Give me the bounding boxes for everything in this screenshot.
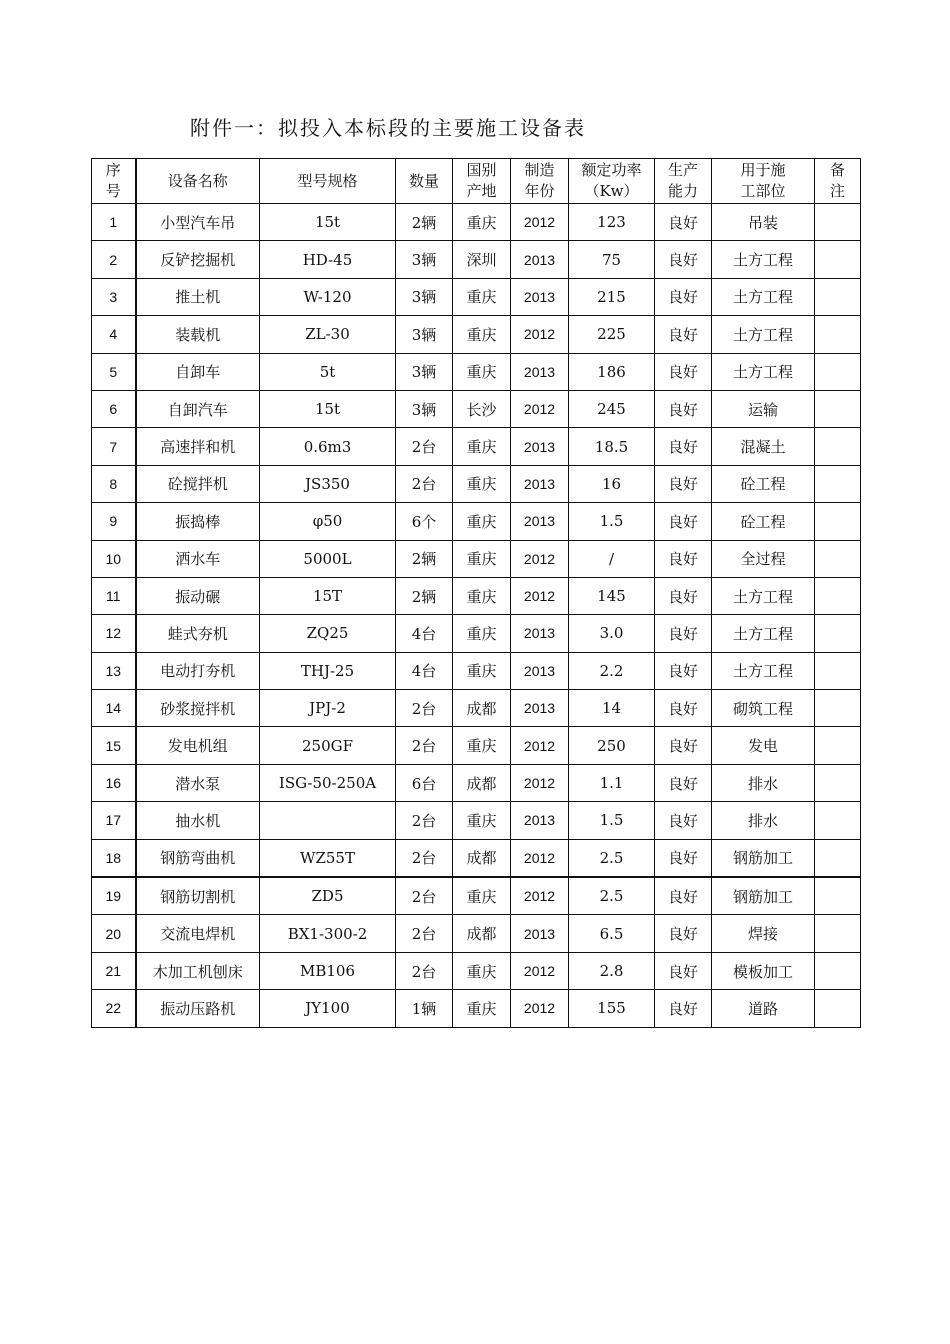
equipment-table bbox=[91, 158, 861, 1028]
header-line: 国别 bbox=[466, 161, 497, 179]
cell-manufacture-year: 2013 bbox=[511, 690, 569, 727]
cell-quantity: 3辆 bbox=[396, 241, 453, 278]
cell-serial-no: 4 bbox=[92, 316, 136, 353]
cell-origin: 成都 bbox=[453, 915, 511, 952]
table-row bbox=[92, 428, 861, 465]
cell-remarks bbox=[815, 278, 861, 315]
cell-origin: 重庆 bbox=[453, 428, 511, 465]
cell-manufacture-year: 2013 bbox=[511, 465, 569, 502]
header-line: 注 bbox=[829, 182, 845, 200]
cell-quantity: 6台 bbox=[396, 764, 453, 801]
cell-usage-location: 土方工程 bbox=[712, 615, 815, 652]
cell-model-spec: HD-45 bbox=[260, 241, 396, 278]
cell-quantity: 3辆 bbox=[396, 390, 453, 427]
cell-rated-power: 186 bbox=[569, 353, 655, 390]
header-origin bbox=[453, 159, 511, 204]
cell-usage-location: 排水 bbox=[712, 764, 815, 801]
cell-serial-no: 6 bbox=[92, 390, 136, 427]
cell-origin: 深圳 bbox=[453, 241, 511, 278]
header-line: 生产 bbox=[667, 161, 698, 179]
cell-origin: 重庆 bbox=[453, 952, 511, 989]
cell-serial-no: 19 bbox=[92, 877, 136, 915]
cell-usage-location: 混凝土 bbox=[712, 428, 815, 465]
cell-remarks bbox=[815, 990, 861, 1027]
cell-model-spec: ISG-50-250A bbox=[260, 764, 396, 801]
header-line: （Kw） bbox=[584, 182, 639, 200]
cell-usage-location: 钢筋加工 bbox=[712, 877, 815, 915]
cell-production-capacity: 良好 bbox=[655, 353, 712, 390]
cell-serial-no: 17 bbox=[92, 802, 136, 839]
cell-rated-power: 1.5 bbox=[569, 503, 655, 540]
cell-model-spec: 250GF bbox=[260, 727, 396, 764]
cell-origin: 重庆 bbox=[453, 802, 511, 839]
cell-usage-location: 土方工程 bbox=[712, 652, 815, 689]
cell-origin: 重庆 bbox=[453, 652, 511, 689]
cell-production-capacity: 良好 bbox=[655, 915, 712, 952]
header-line: 设备名称 bbox=[167, 171, 228, 190]
cell-quantity: 2台 bbox=[396, 690, 453, 727]
cell-model-spec: 15t bbox=[260, 390, 396, 427]
cell-quantity: 6个 bbox=[396, 503, 453, 540]
cell-rated-power: 75 bbox=[569, 241, 655, 278]
cell-serial-no: 16 bbox=[92, 764, 136, 801]
cell-remarks bbox=[815, 802, 861, 839]
cell-quantity: 1辆 bbox=[396, 990, 453, 1027]
table-row bbox=[92, 990, 861, 1027]
table-row bbox=[92, 503, 861, 540]
cell-manufacture-year: 2012 bbox=[511, 390, 569, 427]
cell-remarks bbox=[815, 652, 861, 689]
cell-equipment-name: 装载机 bbox=[136, 316, 260, 353]
cell-production-capacity: 良好 bbox=[655, 802, 712, 839]
cell-equipment-name: 潜水泵 bbox=[136, 764, 260, 801]
cell-equipment-name: 抽水机 bbox=[136, 802, 260, 839]
cell-usage-location: 发电 bbox=[712, 727, 815, 764]
table-row bbox=[92, 839, 861, 877]
cell-manufacture-year: 2013 bbox=[511, 278, 569, 315]
header-line: 工部位 bbox=[740, 182, 786, 200]
cell-origin: 长沙 bbox=[453, 390, 511, 427]
cell-serial-no: 22 bbox=[92, 990, 136, 1027]
cell-model-spec: 0.6m3 bbox=[260, 428, 396, 465]
cell-manufacture-year: 2012 bbox=[511, 727, 569, 764]
header-line: 年份 bbox=[524, 182, 555, 200]
cell-usage-location: 模板加工 bbox=[712, 952, 815, 989]
cell-quantity: 2台 bbox=[396, 802, 453, 839]
cell-model-spec: ZQ25 bbox=[260, 615, 396, 652]
header-quantity bbox=[396, 159, 453, 204]
cell-production-capacity: 良好 bbox=[655, 540, 712, 577]
cell-remarks bbox=[815, 915, 861, 952]
cell-remarks bbox=[815, 428, 861, 465]
cell-equipment-name: 反铲挖掘机 bbox=[136, 241, 260, 278]
header-rated-power bbox=[569, 159, 655, 204]
header-line: 型号规格 bbox=[297, 171, 358, 190]
cell-manufacture-year: 2013 bbox=[511, 428, 569, 465]
header-line: 产地 bbox=[466, 182, 497, 200]
table-row bbox=[92, 390, 861, 427]
table-body bbox=[92, 204, 861, 1028]
table-row bbox=[92, 465, 861, 502]
cell-origin: 重庆 bbox=[453, 465, 511, 502]
cell-origin: 成都 bbox=[453, 839, 511, 877]
cell-equipment-name: 钢筋切割机 bbox=[136, 877, 260, 915]
cell-serial-no: 20 bbox=[92, 915, 136, 952]
cell-usage-location: 焊接 bbox=[712, 915, 815, 952]
document-title: 附件一：拟投入本标段的主要施工设备表 bbox=[190, 116, 586, 140]
cell-manufacture-year: 2012 bbox=[511, 764, 569, 801]
cell-manufacture-year: 2012 bbox=[511, 204, 569, 241]
cell-equipment-name: 交流电焊机 bbox=[136, 915, 260, 952]
cell-production-capacity: 良好 bbox=[655, 990, 712, 1027]
cell-origin: 重庆 bbox=[453, 615, 511, 652]
cell-quantity: 2台 bbox=[396, 727, 453, 764]
cell-origin: 重庆 bbox=[453, 540, 511, 577]
cell-remarks bbox=[815, 952, 861, 989]
cell-model-spec: 15T bbox=[260, 577, 396, 614]
cell-model-spec: THJ-25 bbox=[260, 652, 396, 689]
header-line: 制造 bbox=[524, 161, 555, 179]
cell-rated-power: 145 bbox=[569, 577, 655, 614]
table-row bbox=[92, 727, 861, 764]
cell-serial-no: 14 bbox=[92, 690, 136, 727]
cell-quantity: 2台 bbox=[396, 428, 453, 465]
header-line: 号 bbox=[105, 182, 121, 200]
cell-usage-location: 砼工程 bbox=[712, 465, 815, 502]
cell-equipment-name: 自卸车 bbox=[136, 353, 260, 390]
table-row bbox=[92, 278, 861, 315]
table-row bbox=[92, 540, 861, 577]
cell-remarks bbox=[815, 877, 861, 915]
cell-serial-no: 21 bbox=[92, 952, 136, 989]
cell-usage-location: 砌筑工程 bbox=[712, 690, 815, 727]
cell-equipment-name: 推土机 bbox=[136, 278, 260, 315]
cell-production-capacity: 良好 bbox=[655, 390, 712, 427]
cell-usage-location: 土方工程 bbox=[712, 353, 815, 390]
cell-manufacture-year: 2013 bbox=[511, 652, 569, 689]
table-header-row bbox=[92, 159, 861, 204]
cell-rated-power: / bbox=[569, 540, 655, 577]
cell-model-spec: 15t bbox=[260, 204, 396, 241]
table-row bbox=[92, 577, 861, 614]
cell-origin: 重庆 bbox=[453, 353, 511, 390]
cell-equipment-name: 砂浆搅拌机 bbox=[136, 690, 260, 727]
table-row bbox=[92, 690, 861, 727]
header-usage-location bbox=[712, 159, 815, 204]
cell-usage-location: 土方工程 bbox=[712, 316, 815, 353]
cell-model-spec: JPJ-2 bbox=[260, 690, 396, 727]
cell-manufacture-year: 2013 bbox=[511, 241, 569, 278]
cell-remarks bbox=[815, 615, 861, 652]
cell-equipment-name: 振动碾 bbox=[136, 577, 260, 614]
cell-rated-power: 18.5 bbox=[569, 428, 655, 465]
cell-remarks bbox=[815, 316, 861, 353]
cell-remarks bbox=[815, 353, 861, 390]
cell-remarks bbox=[815, 465, 861, 502]
cell-rated-power: 225 bbox=[569, 316, 655, 353]
cell-equipment-name: 振捣棒 bbox=[136, 503, 260, 540]
cell-serial-no: 9 bbox=[92, 503, 136, 540]
cell-model-spec: φ50 bbox=[260, 503, 396, 540]
header-line: 能力 bbox=[667, 182, 698, 200]
cell-quantity: 3辆 bbox=[396, 316, 453, 353]
table-row bbox=[92, 652, 861, 689]
cell-model-spec: MB106 bbox=[260, 952, 396, 989]
cell-quantity: 2台 bbox=[396, 952, 453, 989]
cell-model-spec bbox=[260, 802, 396, 839]
cell-origin: 重庆 bbox=[453, 990, 511, 1027]
cell-production-capacity: 良好 bbox=[655, 952, 712, 989]
header-remarks bbox=[815, 159, 861, 204]
cell-equipment-name: 电动打夯机 bbox=[136, 652, 260, 689]
cell-origin: 重庆 bbox=[453, 877, 511, 915]
table-row bbox=[92, 877, 861, 915]
cell-rated-power: 215 bbox=[569, 278, 655, 315]
cell-production-capacity: 良好 bbox=[655, 428, 712, 465]
cell-production-capacity: 良好 bbox=[655, 877, 712, 915]
cell-production-capacity: 良好 bbox=[655, 764, 712, 801]
header-line: 备 bbox=[829, 161, 845, 179]
cell-remarks bbox=[815, 764, 861, 801]
cell-serial-no: 15 bbox=[92, 727, 136, 764]
cell-serial-no: 18 bbox=[92, 839, 136, 877]
header-equipment-name bbox=[136, 159, 260, 204]
cell-manufacture-year: 2013 bbox=[511, 353, 569, 390]
cell-manufacture-year: 2012 bbox=[511, 952, 569, 989]
cell-equipment-name: 振动压路机 bbox=[136, 990, 260, 1027]
header-line: 序 bbox=[105, 161, 121, 179]
table-row bbox=[92, 615, 861, 652]
cell-serial-no: 3 bbox=[92, 278, 136, 315]
cell-rated-power: 250 bbox=[569, 727, 655, 764]
header-line: 额定功率 bbox=[581, 161, 642, 179]
cell-equipment-name: 洒水车 bbox=[136, 540, 260, 577]
cell-serial-no: 12 bbox=[92, 615, 136, 652]
cell-remarks bbox=[815, 690, 861, 727]
cell-manufacture-year: 2013 bbox=[511, 503, 569, 540]
cell-usage-location: 土方工程 bbox=[712, 278, 815, 315]
cell-production-capacity: 良好 bbox=[655, 652, 712, 689]
cell-usage-location: 土方工程 bbox=[712, 577, 815, 614]
cell-rated-power: 6.5 bbox=[569, 915, 655, 952]
cell-manufacture-year: 2013 bbox=[511, 915, 569, 952]
cell-production-capacity: 良好 bbox=[655, 727, 712, 764]
cell-quantity: 4台 bbox=[396, 652, 453, 689]
cell-manufacture-year: 2012 bbox=[511, 990, 569, 1027]
cell-origin: 重庆 bbox=[453, 316, 511, 353]
cell-production-capacity: 良好 bbox=[655, 278, 712, 315]
cell-manufacture-year: 2013 bbox=[511, 802, 569, 839]
cell-serial-no: 5 bbox=[92, 353, 136, 390]
cell-quantity: 3辆 bbox=[396, 278, 453, 315]
cell-equipment-name: 发电机组 bbox=[136, 727, 260, 764]
cell-production-capacity: 良好 bbox=[655, 316, 712, 353]
cell-serial-no: 11 bbox=[92, 577, 136, 614]
cell-usage-location: 土方工程 bbox=[712, 241, 815, 278]
cell-rated-power: 2.2 bbox=[569, 652, 655, 689]
cell-rated-power: 245 bbox=[569, 390, 655, 427]
cell-origin: 成都 bbox=[453, 764, 511, 801]
header-line: 用于施 bbox=[740, 161, 786, 179]
cell-origin: 重庆 bbox=[453, 503, 511, 540]
cell-usage-location: 砼工程 bbox=[712, 503, 815, 540]
cell-origin: 重庆 bbox=[453, 204, 511, 241]
cell-quantity: 2辆 bbox=[396, 204, 453, 241]
cell-manufacture-year: 2012 bbox=[511, 577, 569, 614]
cell-remarks bbox=[815, 727, 861, 764]
cell-remarks bbox=[815, 839, 861, 877]
table-row bbox=[92, 241, 861, 278]
table-row bbox=[92, 952, 861, 989]
cell-model-spec: 5000L bbox=[260, 540, 396, 577]
cell-usage-location: 钢筋加工 bbox=[712, 839, 815, 877]
cell-quantity: 2台 bbox=[396, 465, 453, 502]
cell-model-spec: BX1-300-2 bbox=[260, 915, 396, 952]
header-manufacture-year bbox=[511, 159, 569, 204]
cell-manufacture-year: 2012 bbox=[511, 839, 569, 877]
cell-serial-no: 2 bbox=[92, 241, 136, 278]
header-serial-no bbox=[92, 159, 136, 204]
table-row bbox=[92, 353, 861, 390]
table-row bbox=[92, 316, 861, 353]
cell-rated-power: 2.5 bbox=[569, 839, 655, 877]
cell-origin: 成都 bbox=[453, 690, 511, 727]
cell-serial-no: 8 bbox=[92, 465, 136, 502]
cell-manufacture-year: 2012 bbox=[511, 877, 569, 915]
cell-serial-no: 13 bbox=[92, 652, 136, 689]
header-model-spec bbox=[260, 159, 396, 204]
cell-remarks bbox=[815, 390, 861, 427]
cell-quantity: 2辆 bbox=[396, 577, 453, 614]
cell-equipment-name: 小型汽车吊 bbox=[136, 204, 260, 241]
cell-production-capacity: 良好 bbox=[655, 465, 712, 502]
cell-remarks bbox=[815, 577, 861, 614]
cell-remarks bbox=[815, 540, 861, 577]
cell-rated-power: 123 bbox=[569, 204, 655, 241]
cell-manufacture-year: 2013 bbox=[511, 615, 569, 652]
cell-usage-location: 全过程 bbox=[712, 540, 815, 577]
cell-production-capacity: 良好 bbox=[655, 241, 712, 278]
cell-quantity: 4台 bbox=[396, 615, 453, 652]
cell-serial-no: 10 bbox=[92, 540, 136, 577]
cell-rated-power: 2.8 bbox=[569, 952, 655, 989]
cell-production-capacity: 良好 bbox=[655, 690, 712, 727]
cell-quantity: 2台 bbox=[396, 839, 453, 877]
cell-quantity: 2台 bbox=[396, 877, 453, 915]
cell-equipment-name: 钢筋弯曲机 bbox=[136, 839, 260, 877]
cell-usage-location: 排水 bbox=[712, 802, 815, 839]
cell-origin: 重庆 bbox=[453, 727, 511, 764]
table-row bbox=[92, 764, 861, 801]
cell-usage-location: 吊装 bbox=[712, 204, 815, 241]
cell-rated-power: 1.1 bbox=[569, 764, 655, 801]
cell-equipment-name: 木加工机刨床 bbox=[136, 952, 260, 989]
cell-model-spec: ZL-30 bbox=[260, 316, 396, 353]
cell-equipment-name: 砼搅拌机 bbox=[136, 465, 260, 502]
cell-rated-power: 2.5 bbox=[569, 877, 655, 915]
cell-usage-location: 道路 bbox=[712, 990, 815, 1027]
cell-production-capacity: 良好 bbox=[655, 615, 712, 652]
cell-origin: 重庆 bbox=[453, 278, 511, 315]
cell-model-spec: WZ55T bbox=[260, 839, 396, 877]
cell-model-spec: W-120 bbox=[260, 278, 396, 315]
cell-production-capacity: 良好 bbox=[655, 503, 712, 540]
cell-model-spec: JS350 bbox=[260, 465, 396, 502]
cell-rated-power: 1.5 bbox=[569, 802, 655, 839]
cell-rated-power: 3.0 bbox=[569, 615, 655, 652]
cell-manufacture-year: 2012 bbox=[511, 540, 569, 577]
cell-model-spec: JY100 bbox=[260, 990, 396, 1027]
table-row bbox=[92, 802, 861, 839]
cell-production-capacity: 良好 bbox=[655, 577, 712, 614]
cell-rated-power: 155 bbox=[569, 990, 655, 1027]
cell-production-capacity: 良好 bbox=[655, 839, 712, 877]
cell-remarks bbox=[815, 503, 861, 540]
table-row bbox=[92, 915, 861, 952]
header-production-capacity bbox=[655, 159, 712, 204]
cell-rated-power: 14 bbox=[569, 690, 655, 727]
cell-production-capacity: 良好 bbox=[655, 204, 712, 241]
table-row bbox=[92, 204, 861, 241]
cell-model-spec: 5t bbox=[260, 353, 396, 390]
cell-equipment-name: 自卸汽车 bbox=[136, 390, 260, 427]
cell-origin: 重庆 bbox=[453, 577, 511, 614]
cell-quantity: 3辆 bbox=[396, 353, 453, 390]
cell-equipment-name: 蛙式夯机 bbox=[136, 615, 260, 652]
cell-manufacture-year: 2012 bbox=[511, 316, 569, 353]
cell-remarks bbox=[815, 241, 861, 278]
cell-model-spec: ZD5 bbox=[260, 877, 396, 915]
header-line: 数量 bbox=[408, 171, 439, 190]
cell-usage-location: 运输 bbox=[712, 390, 815, 427]
cell-equipment-name: 高速拌和机 bbox=[136, 428, 260, 465]
cell-remarks bbox=[815, 204, 861, 241]
cell-quantity: 2辆 bbox=[396, 540, 453, 577]
cell-rated-power: 16 bbox=[569, 465, 655, 502]
cell-serial-no: 1 bbox=[92, 204, 136, 241]
cell-quantity: 2台 bbox=[396, 915, 453, 952]
cell-serial-no: 7 bbox=[92, 428, 136, 465]
